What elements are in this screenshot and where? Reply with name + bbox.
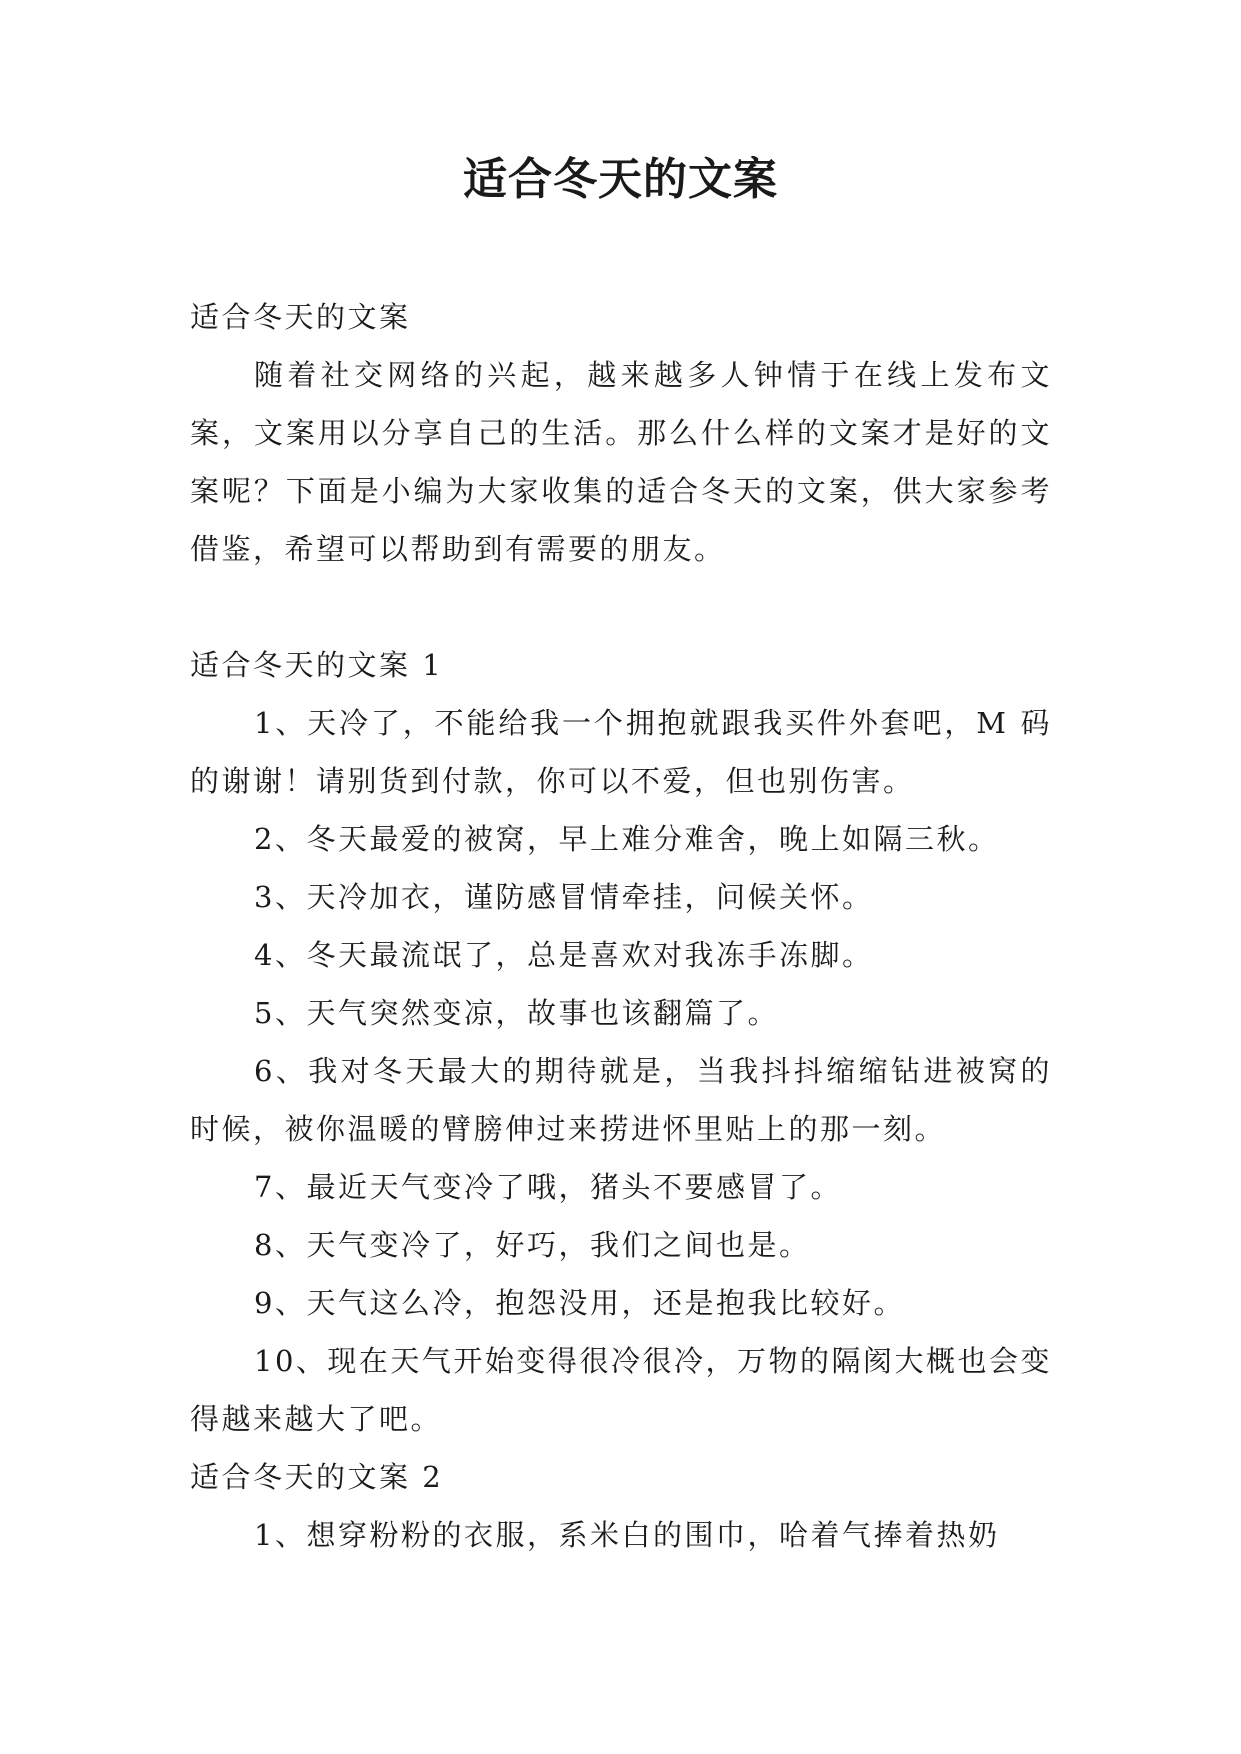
section-1-item: 6、我对冬天最大的期待就是，当我抖抖缩缩钻进被窝的时候，被你温暖的臂膀伸过来捞进怀里贴上的那一刻。: [190, 1054, 1052, 1146]
intro-heading: 适合冬天的文案: [190, 300, 411, 334]
document-title: 适合冬天的文案: [463, 154, 778, 205]
intro-paragraph: 随着社交网络的兴起，越来越多人钟情于在线上发布文案，文案用以分享自己的生活。那么什么样的文案才是好的文案呢？下面是小编为大家收集的适合冬天的文案，供大家参考借鉴，希望可以帮助到有需要的朋友。: [190, 358, 1052, 566]
section-1-item: 2、冬天最爱的被窝，早上难分难舍，晚上如隔三秋。: [254, 822, 1000, 856]
section-1-item: 3、天冷加衣，谨防感冒情牵挂，问候关怀。: [254, 880, 874, 914]
spacer: [190, 578, 1052, 636]
section-1-item: 10、现在天气开始变得很冷很冷，万物的隔阂大概也会变得越来越大了吧。: [190, 1344, 1052, 1436]
section-1-item: 4、冬天最流氓了，总是喜欢对我冻手冻脚。: [254, 938, 874, 972]
section-1-item: 9、天气这么冷，抱怨没用，还是抱我比较好。: [254, 1286, 905, 1320]
section-1-item: 8、天气变冷了，好巧，我们之间也是。: [254, 1228, 811, 1262]
section-2-heading: 适合冬天的文案 2: [190, 1460, 444, 1494]
section-1-heading: 适合冬天的文案 1: [190, 648, 444, 682]
section-1-item: 7、最近天气变冷了哦，猪头不要感冒了。: [254, 1170, 842, 1204]
section-1-item: 5、天气突然变凉，故事也该翻篇了。: [254, 996, 779, 1030]
section-1-item: 1、天冷了，不能给我一个拥抱就跟我买件外套吧，M 码的谢谢！请别货到付款，你可以不爱，但也别伤害。: [190, 706, 1052, 798]
document-body: [190, 288, 1052, 1564]
section-2-item: 1、想穿粉粉的衣服，系米白的围巾，哈着气捧着热奶: [254, 1518, 1000, 1552]
